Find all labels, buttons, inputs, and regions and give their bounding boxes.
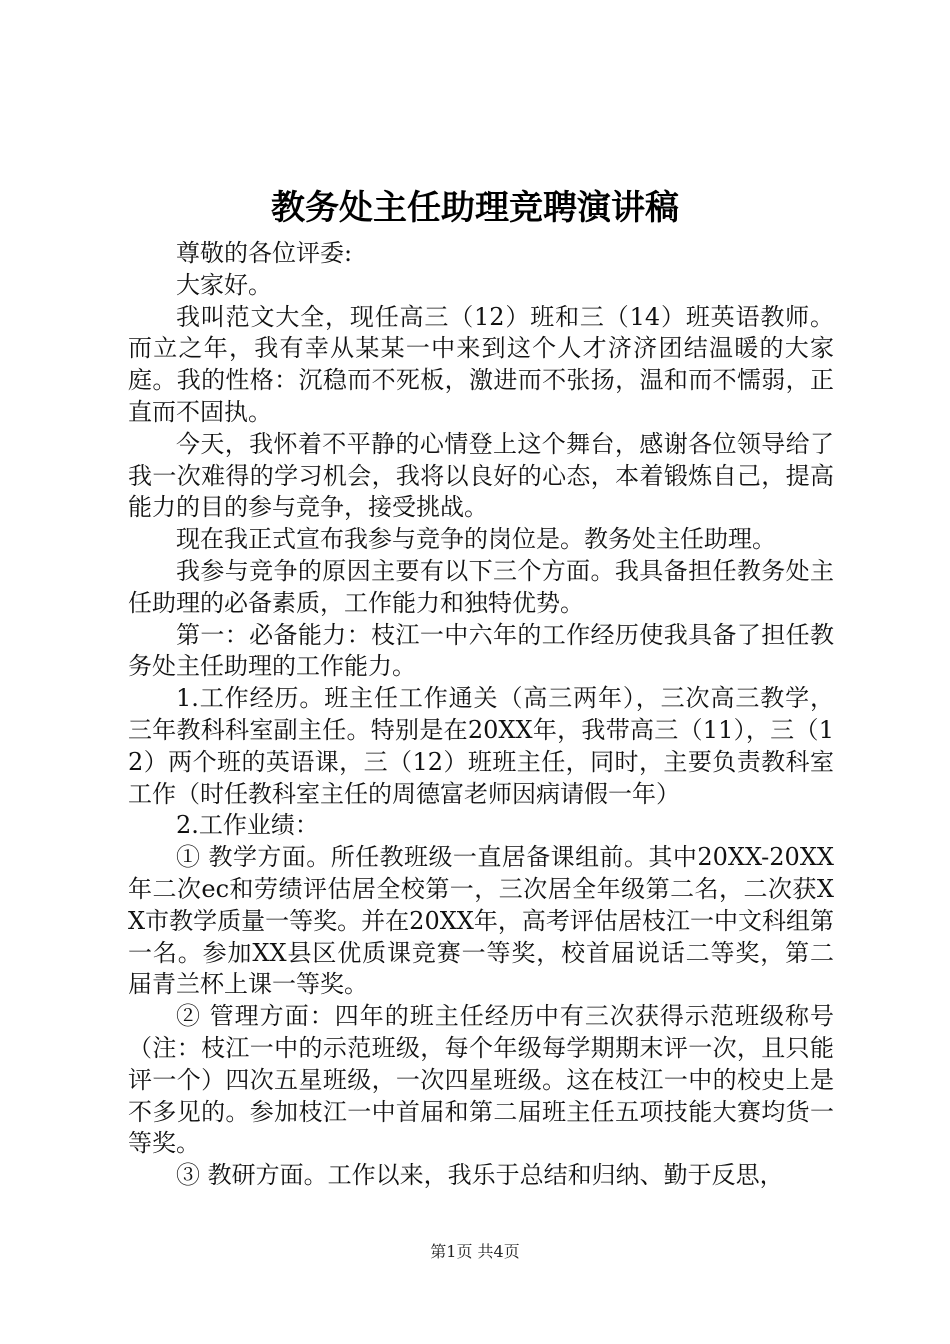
- paragraph-greeting: 大家好。: [176, 270, 272, 299]
- paragraph-self-intro: 我叫范文大全，现任高三（12）班和三（14）班英语教师。而立之年，我有幸从某某一中来到这个人才济济团结温暖的大家庭。我的性格：沉稳而不死板，激进而不张扬，温和而不懦弱，正直而不固执。: [128, 302, 834, 426]
- paragraph-teaching: ① 教学方面。所任教班级一直居备课组前。其中20XX-20XX年二次ec和劳绩评估居全校第一，三次居全年级第二名，二次获XX市教学质量一等奖。并在20XX年，高考评估居枝江一中文科组第一名。参加XX县区优质课竞赛一等奖，校首届说话二等奖，第二届青兰杯上课一等奖。: [128, 843, 834, 999]
- paragraph-first-ability: 第一：必备能力：枝江一中六年的工作经历使我具备了担任教务处主任助理的工作能力。: [128, 620, 834, 681]
- paragraph-research: ③ 教研方面。工作以来，我乐于总结和归纳、勤于反思，: [176, 1161, 784, 1190]
- paragraph-management: ② 管理方面：四年的班主任经历中有三次获得示范班级称号（注：枝江一中的示范班级，每个年级每学期期末评一次，且只能评一个）四次五星班级，一次四星班级。这在枝江一中的校史上是不多见的。参加枝江一中首届和第二届班主任五项技能大赛均货一等奖。: [128, 1002, 834, 1158]
- paragraph-position: 现在我正式宣布我参与竞争的岗位是。教务处主任助理。: [176, 525, 776, 554]
- page-footer: 第1页 共4页: [430, 1242, 520, 1261]
- paragraph-reasons: 我参与竞争的原因主要有以下三个方面。我具备担任教务处主任助理的必备素质，工作能力和独特优势。: [128, 556, 834, 617]
- document-body: [128, 238, 834, 1192]
- paragraph-work-experience: 1.工作经历。班主任工作通关（高三两年），三次高三教学，三年教科科室副主任。特别是在20XX年，我带高三（11），三（12）两个班的英语课，三（12）班班主任，同时，主要负责教科室工作（时任教科室主任的周德富老师因病请假一年）: [128, 684, 834, 808]
- paragraph-work-results-heading: 2.工作业绩：: [176, 811, 319, 840]
- paragraph-today: 今天，我怀着不平静的心情登上这个舞台，感谢各位领导给了我一次难得的学习机会，我将以良好的心态，本着锻炼自己，提高能力的目的参与竞争，接受挑战。: [128, 429, 834, 522]
- paragraph-salutation: 尊敬的各位评委:: [176, 239, 353, 267]
- document-title: 教务处主任助理竞聘演讲稿: [271, 188, 679, 228]
